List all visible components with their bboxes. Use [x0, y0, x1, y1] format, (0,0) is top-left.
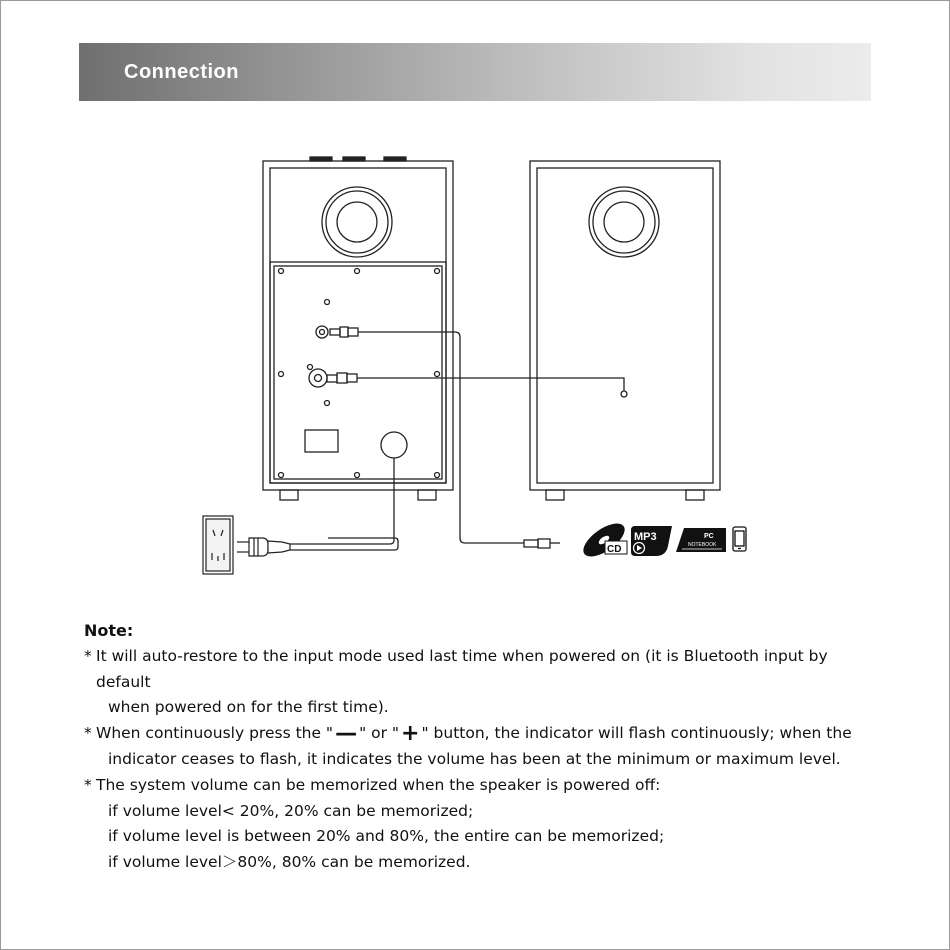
note-item: * It will auto-restore to the input mode used last time when powered on (it is Bluetooth input by default when powered on for the first time).: [84, 644, 884, 721]
note-line: if volume level< 20%, 20% can be memorized;: [108, 801, 474, 820]
note-line: indicator ceases to flash, it indicates the volume has been at the minimum or maximum level.: [108, 749, 841, 768]
note-item: * The system volume can be memorized when the speaker is powered off: if volume level< 20%, 20% can be memorized; if volume level is between 20% and 80%, the entire can be memorized; if volume level＞80%, 80% can be memorized.: [84, 773, 884, 876]
note-line: if volume level＞80%, 80% can be memorized.: [108, 853, 471, 872]
mp3-label: MP3: [634, 531, 657, 543]
aux-cable-end-plug: [524, 539, 560, 548]
note-line: when powered on for the first time).: [108, 698, 389, 717]
right-tweeter: [589, 187, 659, 257]
power-socket: [381, 432, 407, 458]
note-line: When continuously press the "— " or "+ " button, the indicator will flash continuously; when the: [96, 721, 852, 747]
phone-icon: [733, 527, 746, 551]
right-speaker-input: [621, 391, 627, 397]
power-switch: [305, 430, 338, 452]
minus-icon: —: [335, 721, 358, 747]
notes-section: [84, 618, 884, 876]
pc-label: PC: [704, 533, 714, 540]
notebook-label: NOTEBOOK: [688, 542, 717, 548]
left-tweeter: [322, 187, 392, 257]
note-line: The system volume can be memorized when the speaker is powered off:: [96, 775, 661, 794]
cd-icon: [578, 517, 630, 563]
note-line: if volume level is between 20% and 80%, the entire can be memorized;: [108, 827, 665, 846]
aux-cable-plug: [330, 327, 358, 337]
plug-icon: [237, 538, 290, 556]
right-speaker: [530, 161, 720, 500]
notebook-icon: [676, 528, 726, 552]
note-line: It will auto-restore to the input mode used last time when powered on (it is Bluetooth input by default: [96, 646, 828, 691]
rear-panel: [270, 262, 446, 483]
note-item: * When continuously press the "— " or "+ " button, the indicator will flash continuously; when the indicator ceases to flash, it indicates the volume has been at the minimum or maximum level.: [84, 721, 884, 773]
speaker-cable: [357, 378, 624, 391]
notes-title: Note:: [84, 621, 134, 640]
plus-icon: +: [401, 721, 420, 747]
section-title: Connection: [124, 61, 239, 83]
outlet-icon: [203, 516, 233, 574]
cd-label: CD: [607, 544, 622, 555]
speaker-output-jack: [309, 369, 327, 387]
speaker-cable-plug: [327, 373, 357, 383]
aux-input-jack: [316, 326, 328, 338]
mp3-icon: [631, 526, 672, 556]
power-cable: [290, 458, 394, 544]
